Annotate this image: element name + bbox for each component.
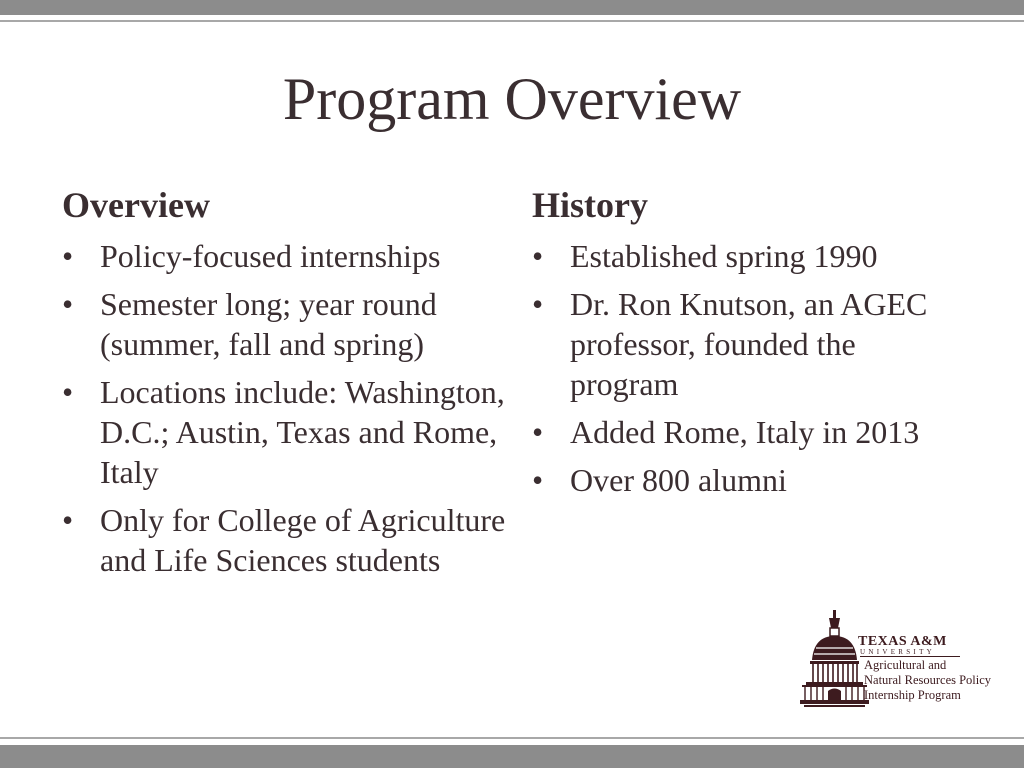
list-item-text: Over 800 alumni (570, 462, 787, 498)
list-item (62, 236, 512, 276)
list-item (532, 236, 972, 276)
bottom-bar (0, 745, 1024, 768)
overview-column (62, 184, 512, 588)
list-item (62, 284, 512, 364)
list-item (62, 500, 512, 580)
list-item (532, 460, 972, 500)
bullet-icon: • (62, 286, 74, 322)
history-list (532, 236, 972, 500)
top-rule (0, 20, 1024, 22)
list-item-text: Added Rome, Italy in 2013 (570, 414, 920, 450)
overview-heading: Overview (62, 185, 210, 225)
bullet-icon: • (532, 414, 544, 450)
list-item (532, 284, 972, 404)
bullet-icon: • (532, 462, 544, 498)
logo-program-name: Agricultural and Natural Resources Policy Internship Program (864, 658, 992, 702)
bullet-icon: • (62, 502, 74, 538)
bullet-icon: • (532, 286, 544, 322)
bullet-icon: • (62, 238, 74, 274)
list-item-text: Locations include: Washington, D.C.; Austin, Texas and Rome, Italy (100, 374, 505, 490)
list-item-text: Established spring 1990 (570, 238, 878, 274)
list-item-text: Only for College of Agriculture and Life Sciences students (100, 502, 506, 578)
bullet-icon: • (532, 238, 544, 274)
logo-university: UNIVERSITY (860, 648, 935, 656)
list-item-text: Dr. Ron Knutson, an AGEC professor, founded the program (570, 286, 928, 402)
history-heading: History (532, 185, 648, 225)
list-item (532, 412, 972, 452)
list-item (62, 372, 512, 492)
capitol-dome-icon (800, 608, 870, 710)
logo-rule (860, 656, 960, 657)
bottom-rule (0, 737, 1024, 739)
list-item-text: Semester long; year round (summer, fall and spring) (100, 286, 437, 362)
bullet-icon: • (62, 374, 74, 410)
program-logo (800, 608, 1010, 710)
overview-list (62, 236, 512, 580)
logo-brand: TEXAS A&M (858, 634, 947, 649)
slide-title: Program Overview (282, 66, 742, 132)
list-item-text: Policy-focused internships (100, 238, 441, 274)
history-column (532, 184, 972, 508)
top-bar (0, 0, 1024, 15)
